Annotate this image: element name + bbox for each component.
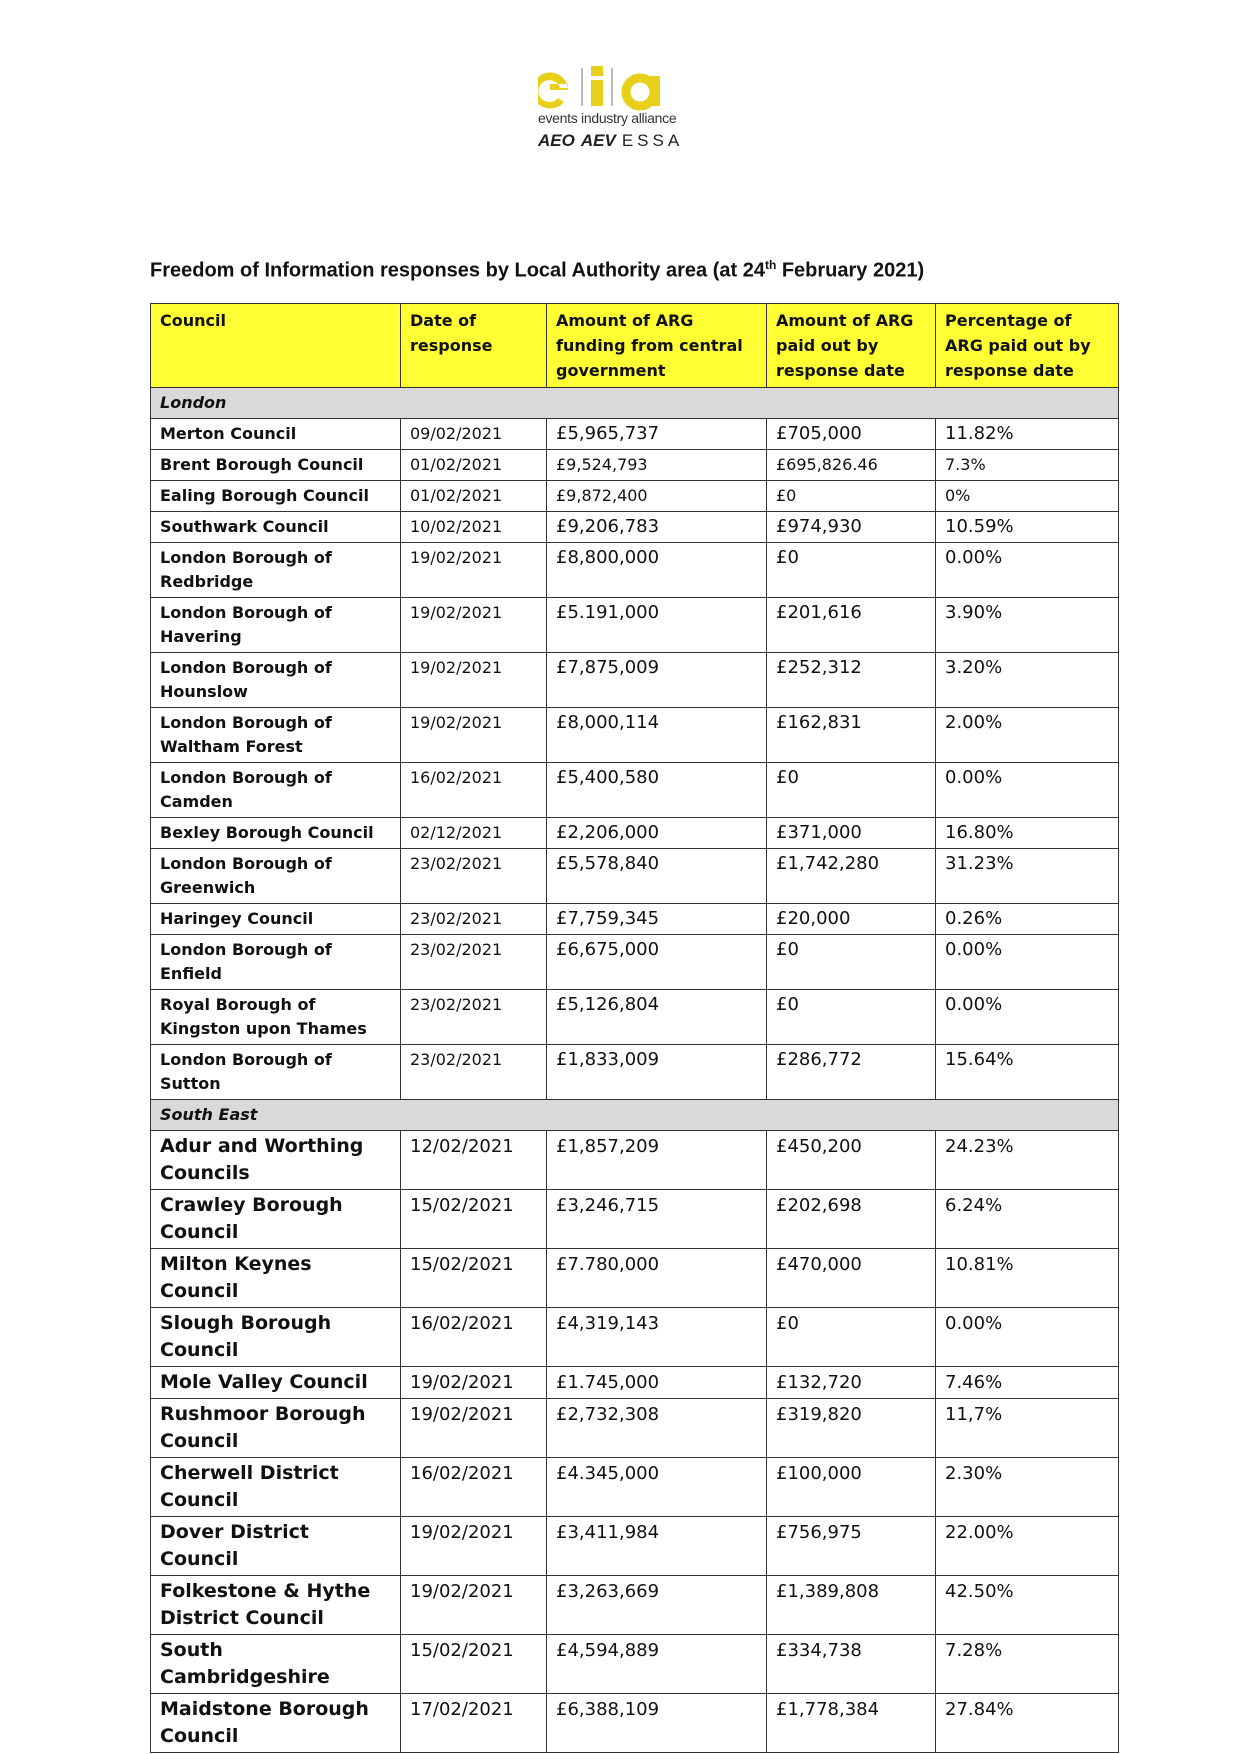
cell-paid: £371,000 (767, 818, 936, 849)
cell-funding: £7,759,345 (547, 904, 767, 935)
table-row (151, 990, 1119, 1045)
table-row (151, 512, 1119, 543)
cell-council: Slough Borough Council (151, 1308, 401, 1367)
cell-funding: £5.191,000 (547, 598, 767, 653)
table-row (151, 1367, 1119, 1399)
cell-percentage: 0.00% (936, 1308, 1119, 1367)
table-row (151, 849, 1119, 904)
cell-council: Cherwell District Council (151, 1458, 401, 1517)
cell-council: Haringey Council (151, 904, 401, 935)
cell-funding: £4.345,000 (547, 1458, 767, 1517)
table-row (151, 763, 1119, 818)
cell-date: 23/02/2021 (401, 990, 547, 1045)
eia-logo-letters (538, 58, 698, 116)
cell-paid: £162,831 (767, 708, 936, 763)
cell-percentage: 0.26% (936, 904, 1119, 935)
cell-percentage: 0.00% (936, 763, 1119, 818)
cell-percentage: 2.00% (936, 708, 1119, 763)
cell-paid: £0 (767, 990, 936, 1045)
table-row (151, 1131, 1119, 1190)
cell-date: 10/02/2021 (401, 512, 547, 543)
table-row (151, 1399, 1119, 1458)
cell-paid: £0 (767, 1308, 936, 1367)
cell-date: 15/02/2021 (401, 1249, 547, 1308)
cell-council: Merton Council (151, 419, 401, 450)
cell-council: Crawley Borough Council (151, 1190, 401, 1249)
cell-date: 15/02/2021 (401, 1190, 547, 1249)
section-label: South East (151, 1100, 1119, 1131)
cell-funding: £8,800,000 (547, 543, 767, 598)
cell-date: 16/02/2021 (401, 763, 547, 818)
cell-funding: £5,578,840 (547, 849, 767, 904)
cell-council: Brent Borough Council (151, 450, 401, 481)
cell-percentage: 0.00% (936, 990, 1119, 1045)
cell-percentage: 0% (936, 481, 1119, 512)
cell-percentage: 2.30% (936, 1458, 1119, 1517)
cell-council: Dover District Council (151, 1517, 401, 1576)
table-body (151, 388, 1119, 1753)
cell-date: 19/02/2021 (401, 1576, 547, 1635)
cell-percentage: 16.80% (936, 818, 1119, 849)
section-row (151, 1100, 1119, 1131)
cell-paid: £334,738 (767, 1635, 936, 1694)
table-row (151, 1635, 1119, 1694)
cell-paid: £0 (767, 935, 936, 990)
cell-paid: £319,820 (767, 1399, 936, 1458)
table-row (151, 708, 1119, 763)
cell-council: London Borough of Havering (151, 598, 401, 653)
cell-date: 19/02/2021 (401, 1367, 547, 1399)
cell-date: 23/02/2021 (401, 904, 547, 935)
table-row (151, 1694, 1119, 1753)
cell-date: 01/02/2021 (401, 450, 547, 481)
table-row (151, 1458, 1119, 1517)
cell-council: London Borough of Enfield (151, 935, 401, 990)
cell-percentage: 15.64% (936, 1045, 1119, 1100)
cell-paid: £201,616 (767, 598, 936, 653)
cell-funding: £7.780,000 (547, 1249, 767, 1308)
logo-org-aev: AEV (580, 131, 616, 150)
header-funding: Amount of ARG funding from central government (547, 304, 767, 388)
foi-table (150, 303, 1119, 1753)
cell-council: London Borough of Redbridge (151, 543, 401, 598)
cell-paid: £470,000 (767, 1249, 936, 1308)
cell-percentage: 27.84% (936, 1694, 1119, 1753)
cell-date: 19/02/2021 (401, 598, 547, 653)
cell-council: Royal Borough of Kingston upon Thames (151, 990, 401, 1045)
table-row (151, 653, 1119, 708)
cell-council: Folkestone & Hythe District Council (151, 1576, 401, 1635)
section-row (151, 388, 1119, 419)
cell-paid: £1,389,808 (767, 1576, 936, 1635)
cell-council: London Borough of Sutton (151, 1045, 401, 1100)
cell-date: 16/02/2021 (401, 1308, 547, 1367)
cell-date: 19/02/2021 (401, 1399, 547, 1458)
table-row (151, 1249, 1119, 1308)
cell-date: 23/02/2021 (401, 935, 547, 990)
cell-paid: £1,778,384 (767, 1694, 936, 1753)
cell-funding: £6,675,000 (547, 935, 767, 990)
cell-date: 23/02/2021 (401, 1045, 547, 1100)
cell-funding: £4,319,143 (547, 1308, 767, 1367)
cell-date: 02/12/2021 (401, 818, 547, 849)
table-row (151, 1045, 1119, 1100)
table-row (151, 543, 1119, 598)
cell-paid: £286,772 (767, 1045, 936, 1100)
cell-date: 19/02/2021 (401, 1517, 547, 1576)
cell-council: Milton Keynes Council (151, 1249, 401, 1308)
cell-funding: £3,263,669 (547, 1576, 767, 1635)
cell-paid: £0 (767, 543, 936, 598)
header-paid: Amount of ARG paid out by response date (767, 304, 936, 388)
logo-org-essa: ESSA (621, 131, 684, 150)
section-label: London (151, 388, 1119, 419)
cell-funding: £4,594,889 (547, 1635, 767, 1694)
cell-date: 16/02/2021 (401, 1458, 547, 1517)
cell-date: 19/02/2021 (401, 708, 547, 763)
cell-date: 23/02/2021 (401, 849, 547, 904)
cell-council: Rushmoor Borough Council (151, 1399, 401, 1458)
cell-paid: £252,312 (767, 653, 936, 708)
cell-percentage: 3.20% (936, 653, 1119, 708)
table-header-row (151, 304, 1119, 388)
cell-paid: £0 (767, 481, 936, 512)
cell-funding: £3,246,715 (547, 1190, 767, 1249)
cell-percentage: 0.00% (936, 935, 1119, 990)
table-row (151, 1517, 1119, 1576)
cell-paid: £20,000 (767, 904, 936, 935)
cell-date: 12/02/2021 (401, 1131, 547, 1190)
cell-percentage: 22.00% (936, 1517, 1119, 1576)
cell-funding: £9,524,793 (547, 450, 767, 481)
cell-paid: £1,742,280 (767, 849, 936, 904)
eia-logo (530, 58, 710, 158)
cell-funding: £8,000,114 (547, 708, 767, 763)
cell-council: Southwark Council (151, 512, 401, 543)
cell-paid: £202,698 (767, 1190, 936, 1249)
logo-organisations (538, 131, 683, 151)
header-date: Date of response (401, 304, 547, 388)
cell-funding: £9,206,783 (547, 512, 767, 543)
cell-funding: £3,411,984 (547, 1517, 767, 1576)
cell-percentage: 11.82% (936, 419, 1119, 450)
cell-funding: £6,388,109 (547, 1694, 767, 1753)
cell-council: Bexley Borough Council (151, 818, 401, 849)
cell-funding: £5,400,580 (547, 763, 767, 818)
cell-council: South Cambridgeshire (151, 1635, 401, 1694)
header-council: Council (151, 304, 401, 388)
cell-funding: £7,875,009 (547, 653, 767, 708)
table-row (151, 818, 1119, 849)
table-row (151, 419, 1119, 450)
table-row (151, 450, 1119, 481)
cell-percentage: 7.3% (936, 450, 1119, 481)
cell-council: London Borough of Hounslow (151, 653, 401, 708)
cell-council: Ealing Borough Council (151, 481, 401, 512)
cell-funding: £2,732,308 (547, 1399, 767, 1458)
cell-council: London Borough of Waltham Forest (151, 708, 401, 763)
cell-paid: £450,200 (767, 1131, 936, 1190)
cell-funding: £1.745,000 (547, 1367, 767, 1399)
cell-percentage: 10.59% (936, 512, 1119, 543)
cell-paid: £695,826.46 (767, 450, 936, 481)
document-heading: Freedom of Information responses by Local Authority area (at 24th February 2021) (150, 258, 925, 282)
table-row (151, 935, 1119, 990)
table-row (151, 1576, 1119, 1635)
cell-percentage: 24.23% (936, 1131, 1119, 1190)
cell-date: 17/02/2021 (401, 1694, 547, 1753)
cell-funding: £1,833,009 (547, 1045, 767, 1100)
cell-council: London Borough of Greenwich (151, 849, 401, 904)
cell-date: 19/02/2021 (401, 653, 547, 708)
cell-council: Adur and Worthing Councils (151, 1131, 401, 1190)
cell-percentage: 6.24% (936, 1190, 1119, 1249)
cell-paid: £756,975 (767, 1517, 936, 1576)
cell-date: 19/02/2021 (401, 543, 547, 598)
table-row (151, 904, 1119, 935)
cell-council: Maidstone Borough Council (151, 1694, 401, 1753)
table-row (151, 1308, 1119, 1367)
cell-percentage: 11,7% (936, 1399, 1119, 1458)
logo-tagline: events industry alliance (538, 110, 677, 126)
cell-percentage: 3.90% (936, 598, 1119, 653)
logo-org-aeo: AEO (538, 131, 575, 150)
cell-council: London Borough of Camden (151, 763, 401, 818)
cell-percentage: 7.28% (936, 1635, 1119, 1694)
cell-percentage: 10.81% (936, 1249, 1119, 1308)
table-row (151, 1190, 1119, 1249)
cell-funding: £9,872,400 (547, 481, 767, 512)
cell-funding: £1,857,209 (547, 1131, 767, 1190)
cell-paid: £705,000 (767, 419, 936, 450)
cell-funding: £2,206,000 (547, 818, 767, 849)
cell-percentage: 7.46% (936, 1367, 1119, 1399)
cell-percentage: 31.23% (936, 849, 1119, 904)
cell-date: 01/02/2021 (401, 481, 547, 512)
table-row (151, 598, 1119, 653)
cell-paid: £100,000 (767, 1458, 936, 1517)
cell-paid: £0 (767, 763, 936, 818)
cell-date: 15/02/2021 (401, 1635, 547, 1694)
cell-paid: £132,720 (767, 1367, 936, 1399)
cell-percentage: 0.00% (936, 543, 1119, 598)
table-row (151, 481, 1119, 512)
cell-funding: £5,965,737 (547, 419, 767, 450)
header-percentage: Percentage of ARG paid out by response date (936, 304, 1119, 388)
cell-percentage: 42.50% (936, 1576, 1119, 1635)
cell-paid: £974,930 (767, 512, 936, 543)
cell-funding: £5,126,804 (547, 990, 767, 1045)
cell-council: Mole Valley Council (151, 1367, 401, 1399)
cell-date: 09/02/2021 (401, 419, 547, 450)
